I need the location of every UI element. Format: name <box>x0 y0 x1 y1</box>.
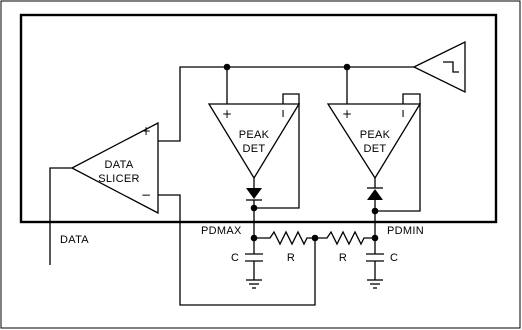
capacitor-left <box>245 238 263 280</box>
ground-left <box>246 280 262 288</box>
peak-det-min-label-bottom: DET <box>363 143 387 155</box>
data-slicer-label-top: DATA <box>104 159 134 171</box>
peak-det-max-label-bottom: DET <box>242 143 266 155</box>
peak-det-max-minus-sign: ı <box>281 106 285 120</box>
slicer-minus-wire <box>158 195 315 305</box>
peak-det-min-minus-sign: ı <box>401 106 405 120</box>
data-slicer-label-bottom: SLICER <box>98 173 140 185</box>
resistor-right-label: R <box>338 252 348 264</box>
data-label: DATA <box>60 234 89 246</box>
capacitor-right-label: C <box>390 252 399 264</box>
resistor-right <box>315 232 375 244</box>
ground-right <box>367 280 383 288</box>
pdmax-label: PDMAX <box>201 225 242 237</box>
data-input-wire <box>50 168 72 265</box>
peak-detector-min <box>328 104 420 178</box>
junction-dot <box>251 205 258 212</box>
data-slicer-comparator <box>72 123 158 213</box>
capacitor-right <box>366 238 384 280</box>
junction-dot <box>372 208 379 215</box>
data-slicer-minus-sign: − <box>140 188 152 202</box>
resistor-left-label: R <box>286 252 296 264</box>
peak-det-max-label-top: PEAK <box>238 129 270 141</box>
peak-det-min-plus-sign: + <box>341 107 353 121</box>
peak-detector-max <box>209 104 299 178</box>
output-buffer-amplifier <box>414 42 465 92</box>
peak-det-min-label-top: PEAK <box>359 129 391 141</box>
resistor-left <box>254 232 315 244</box>
pdmin-label: PDMIN <box>387 225 424 237</box>
data-slicer-plus-sign: + <box>140 124 152 138</box>
peak-det-max-plus-sign: + <box>221 107 233 121</box>
capacitor-left-label: C <box>231 252 240 264</box>
